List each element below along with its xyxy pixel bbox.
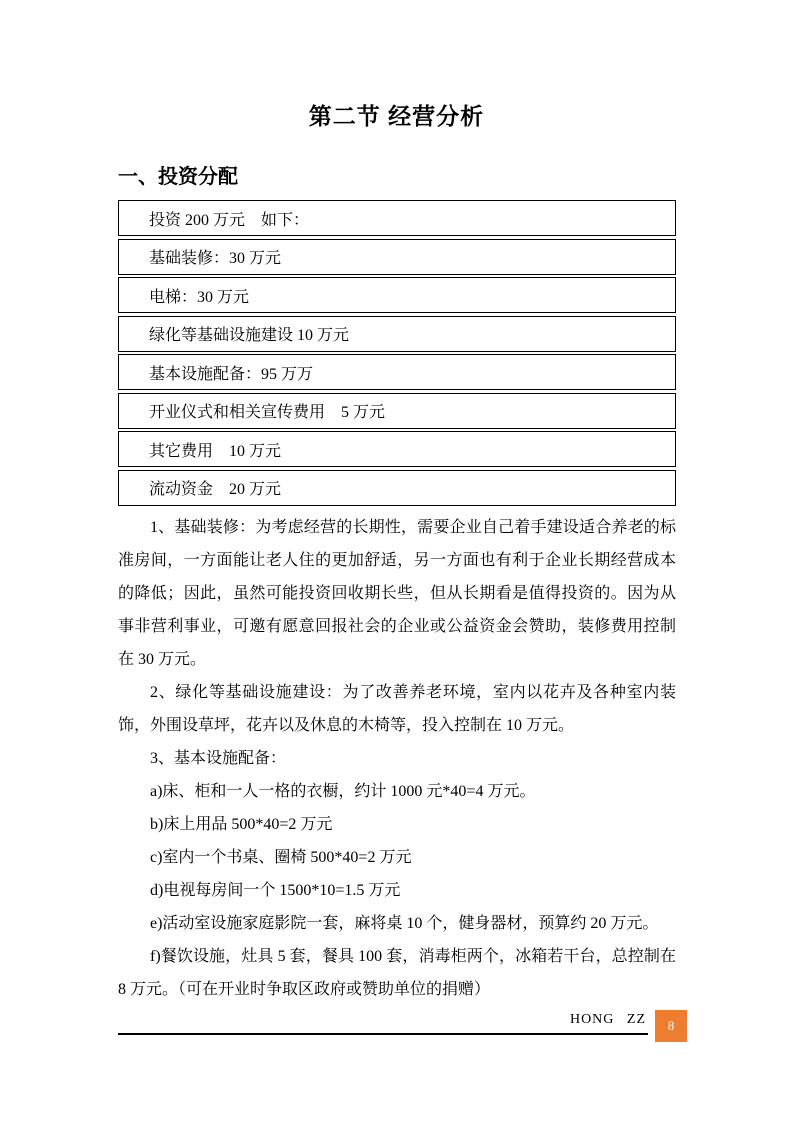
table-row <box>118 354 676 390</box>
section-heading: 一、投资分配 <box>118 166 238 188</box>
list-item-b: b)床上用品 500*40=2 万元 <box>150 816 333 833</box>
footer-watermark: HONG ZZ <box>569 1012 646 1027</box>
table-row <box>118 470 676 506</box>
table-cell-text: 开业仪式和相关宣传费用 5 万元 <box>149 404 386 421</box>
table-cell-text: 投资 200 万元 如下： <box>149 211 310 229</box>
body-text <box>118 511 676 1006</box>
table-row <box>118 431 676 467</box>
table-row <box>118 277 676 313</box>
list-item-a: a)床、柜和一人一格的衣橱，约计 1000 元*40=4 万元。 <box>150 783 536 800</box>
table-row <box>118 200 676 236</box>
table-cell-text: 基本设施配备：95 万万 <box>149 365 314 383</box>
paragraph-basic-renovation: 1、基础装修：为考虑经营的长期性，需要企业自己着手建设适合养老的标准房间，一方面能让老人住的更加舒适，另一方面也有利于企业长期经营成本的降低；因此，虽然可能投资回收期长些，但从长期看是值得投资的。因为从事非营利事业，可邀有愿意回报社会的企业或公益资金会赞助，装修费用控制在 30 万元。 <box>118 519 676 668</box>
investment-table <box>118 200 676 508</box>
list-item-e: e)活动室设施家庭影院一套，麻将桌 10 个，健身器材，预算约 20 万元。 <box>150 915 659 932</box>
paragraph-greening: 2、绿化等基础设施建设：为了改善养老环境，室内以花卉及各种室内装饰，外围设草坪，花卉以及休息的木椅等，投入控制在 10 万元。 <box>118 684 676 734</box>
list-item-f: f)餐饮设施，灶具 5 套，餐具 100 套，消毒柜两个，冰箱若干台，总控制在 8 万元。（可在开业时争取区政府或赞助单位的捐赠） <box>118 948 676 998</box>
list-item-d: d)电视每房间一个 1500*10=1.5 万元 <box>150 882 401 899</box>
paragraph-facilities-heading: 3、基本设施配备： <box>150 750 287 767</box>
table-cell-text: 电梯：30 万元 <box>149 288 250 306</box>
page-number-badge: 8 <box>655 1010 687 1042</box>
list-item-c: c)室内一个书桌、圈椅 500*40=2 万元 <box>150 849 412 866</box>
table-row <box>118 239 676 275</box>
page-title: 第二节 经营分析 <box>308 103 485 129</box>
footer-divider <box>118 1033 648 1035</box>
table-cell-text: 基础装修：30 万元 <box>149 250 282 267</box>
table-cell-text: 绿化等基础设施建设 10 万元 <box>149 327 350 344</box>
table-cell-text: 流动资金 20 万元 <box>149 481 282 498</box>
table-cell-text: 其它费用 10 万元 <box>149 442 282 460</box>
table-row <box>118 316 676 352</box>
table-row <box>118 393 676 429</box>
